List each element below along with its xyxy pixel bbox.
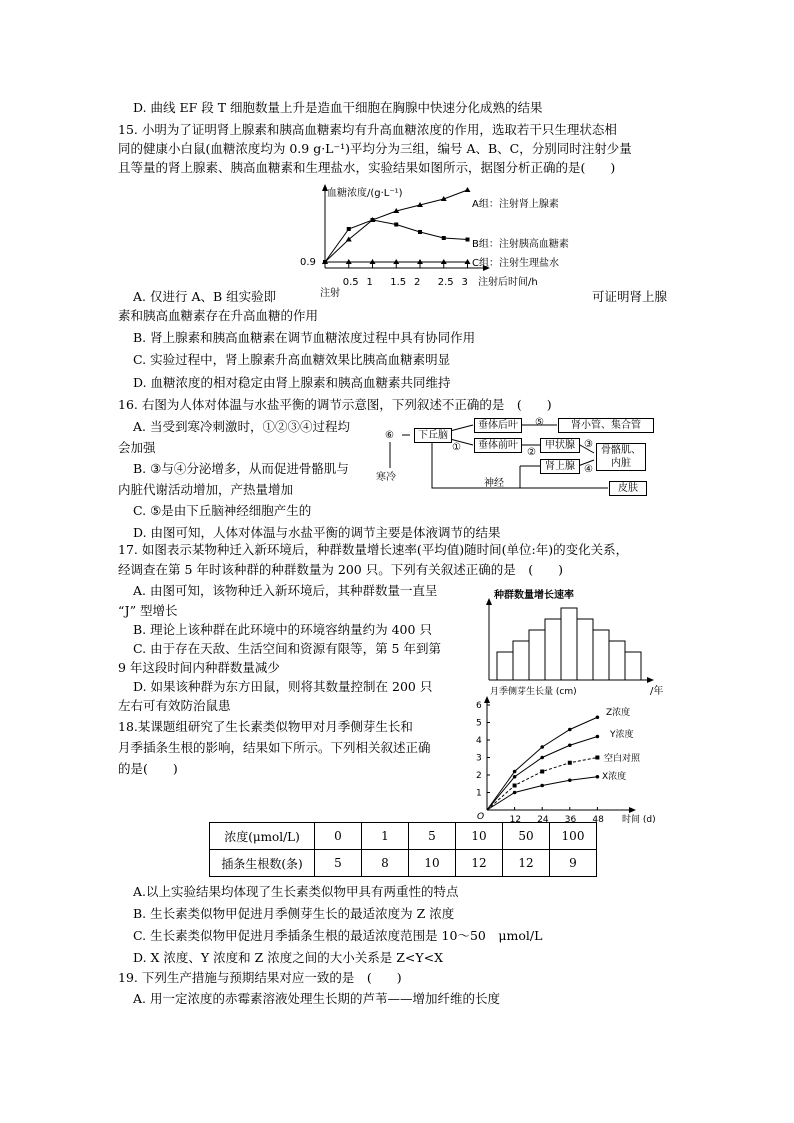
data-point bbox=[595, 756, 599, 760]
x-tick-label: 48 bbox=[592, 815, 604, 825]
y-tick-label: 0.9 bbox=[300, 257, 316, 268]
x-tick-label: 2 bbox=[414, 277, 421, 288]
table-cell: 5 bbox=[315, 850, 362, 877]
q16-option-b-2: 内脏代谢活动增加，产热量增加 bbox=[118, 482, 294, 497]
q14-option-d: D. 曲线 EF 段 T 细胞数量上升是造血干细胞在胸腺中快速分化成熟的结果 bbox=[133, 100, 543, 115]
table-header: 浓度(μmol/L) bbox=[210, 823, 315, 850]
q17-option-c: C. 由于存在天敌、生活空间和资源有限等，第 5 年到第 bbox=[133, 641, 441, 656]
data-point bbox=[568, 778, 572, 782]
x-tick-label: 1.5 bbox=[390, 277, 407, 288]
q16-option-c: C. ⑤是由下丘脑神经细胞产生的 bbox=[133, 503, 312, 518]
y-tick-label: 1 bbox=[476, 788, 482, 799]
label-6: ⑥ bbox=[385, 430, 394, 441]
origin-label: O bbox=[477, 812, 485, 822]
nerve-label: 神经 bbox=[484, 478, 504, 489]
q18-stem: 18.某课题组研究了生长素类似物甲对月季侧芽生长和 bbox=[118, 719, 413, 734]
q15-option-d: D. 血糖浓度的相对稳定由肾上腺素和胰高血糖素共同维持 bbox=[133, 375, 451, 390]
pituitary-posterior-box: 垂体后叶 bbox=[474, 418, 522, 433]
y-tick-label: 2 bbox=[476, 771, 482, 781]
legend-a: A组：注射肾上腺素 bbox=[472, 199, 559, 210]
x-unit: /年 bbox=[650, 686, 664, 697]
table-cell: 9 bbox=[550, 850, 597, 877]
y-axis-label: 血糖浓度/(g·L⁻¹) bbox=[327, 188, 403, 199]
x-tick-label: 0.5 bbox=[342, 277, 359, 288]
q17-option-c-2: 9 年这段时间内种群数量减少 bbox=[118, 660, 280, 675]
q15-option-a-tail: 可证明肾上腺 bbox=[592, 289, 668, 304]
data-point bbox=[540, 770, 544, 774]
table-cell: 50 bbox=[503, 823, 550, 850]
q15-option-a: A. 仅进行 A、B 组实验即 bbox=[133, 289, 277, 304]
table-row bbox=[210, 850, 597, 877]
q18-option-c: C. 生长素类似物甲促进月季插条生根的最适浓度范围是 10～50 μmol/L bbox=[133, 928, 543, 943]
label-3: ③ bbox=[584, 439, 593, 450]
data-point bbox=[513, 784, 517, 788]
skin-box: 皮肤 bbox=[609, 481, 647, 496]
x-tick-label: 24 bbox=[537, 815, 549, 825]
data-point bbox=[513, 770, 517, 774]
data-point bbox=[596, 735, 600, 739]
label-1: ① bbox=[452, 442, 461, 453]
table-cell: 0 bbox=[315, 823, 362, 850]
q18-option-d: D. X 浓度、Y 浓度和 Z 浓度之间的大小关系是 Z<Y<X bbox=[133, 950, 444, 965]
q18-stem-2: 月季插条生根的影响，结果如下所示。下列相关叙述正确 bbox=[118, 740, 431, 755]
y-tick-label: 3 bbox=[476, 753, 482, 764]
data-point bbox=[540, 745, 544, 749]
table-cell: 10 bbox=[456, 823, 503, 850]
q15-stem-3: 且等量的肾上腺素、胰高血糖素和生理盐水，实验结果如图所示，据图分析正确的是( ) bbox=[118, 160, 616, 175]
series-line bbox=[487, 777, 597, 810]
q15-stem: 15. 小明为了证明肾上腺素和胰高血糖素均有升高血糖浓度的作用，选取若干只生理状态相 bbox=[118, 122, 617, 137]
table-cell: 12 bbox=[456, 850, 503, 877]
kidney-tubule-box: 肾小管、集合管 bbox=[558, 418, 654, 433]
x-tick-label: 36 bbox=[564, 815, 577, 825]
table-cell: 100 bbox=[550, 823, 597, 850]
y-axis-label: 月季侧芽生长量 (cm) bbox=[490, 687, 577, 697]
x-tick-label: 2.5 bbox=[437, 277, 454, 288]
blank-label: 空白对照 bbox=[604, 754, 641, 764]
q19-option-a: A. 用一定浓度的赤霉素溶液处理生长期的芦苇——增加纤维的长度 bbox=[133, 991, 500, 1006]
q17-option-b: B. 理论上该种群在此环境中的环境容纳量约为 400 只 bbox=[133, 622, 432, 637]
data-point bbox=[568, 728, 572, 732]
x-label: X浓度 bbox=[602, 772, 627, 782]
data-point bbox=[596, 775, 600, 779]
inject-label: 注射 bbox=[320, 288, 340, 299]
cold-label: 寒冷 bbox=[376, 472, 396, 483]
adrenal-box: 肾上腺 bbox=[540, 459, 580, 474]
q18-option-b: B. 生长素类似物甲促进月季侧芽生长的最适浓度为 Z 浓度 bbox=[133, 906, 455, 921]
data-point bbox=[513, 775, 517, 779]
table-cell: 8 bbox=[362, 850, 409, 877]
q17-stem: 17. 如图表示某物种迁入新环境后，种群数量增长速率(平均值)随时间(单位:年)的变化关系， bbox=[118, 542, 629, 557]
thyroid-box: 甲状腺 bbox=[540, 438, 580, 453]
data-point bbox=[513, 791, 517, 795]
q18-option-a: A.以上实验结果均体现了生长素类似物甲具有两重性的特点 bbox=[133, 884, 459, 899]
q16-stem: 16. 右图为人体对体温与水盐平衡的调节示意图，下列叙述不正确的是 ( ) bbox=[118, 397, 552, 412]
table-cell: 12 bbox=[503, 850, 550, 877]
q17-option-a: A. 由图可知，该物种迁入新环境后，其种群数量一直呈 bbox=[133, 583, 438, 598]
q15-stem-2: 同的健康小白鼠(血糖浓度均为 0.9 g·L⁻¹)平均分为三组，编号 A、B、C，分别同时注射少量 bbox=[118, 141, 632, 156]
data-point bbox=[596, 715, 600, 719]
muscle-organ-box: 骨骼肌、内脏 bbox=[596, 443, 646, 471]
y-tick-label: 6 bbox=[476, 701, 482, 711]
table-cell: 1 bbox=[362, 823, 409, 850]
q16-option-a-2: 会加强 bbox=[118, 440, 156, 455]
hypothalamus-box: 下丘脑 bbox=[414, 428, 452, 443]
q15-option-b: B. 肾上腺素和胰高血糖素在调节血糖浓度过程中具有协同作用 bbox=[133, 330, 476, 345]
q17-option-a-2: “J” 型增长 bbox=[118, 603, 178, 618]
rooting-table bbox=[209, 822, 597, 877]
q16-option-d: D. 由图可知，人体对体温与水盐平衡的调节主要是体液调节的结果 bbox=[133, 525, 501, 540]
q17-stem-2: 经调查在第 5 年时该种群的种群数量为 200 只。下列有关叙述正确的是 ( ) bbox=[118, 562, 563, 577]
q17-option-d-2: 左右可有效防治鼠患 bbox=[118, 698, 231, 713]
z-label: Z浓度 bbox=[606, 708, 631, 718]
q18-stem-3: 的是( ) bbox=[118, 761, 178, 776]
data-point bbox=[540, 756, 544, 760]
y-tick-label: 5 bbox=[476, 718, 482, 729]
data-point bbox=[540, 784, 544, 788]
x-axis-label: 时间 (d) bbox=[622, 815, 656, 825]
table-cell: 10 bbox=[409, 850, 456, 877]
q16-option-b: B. ③与④分泌增多，从而促进骨骼肌与 bbox=[133, 461, 349, 476]
q15-option-c: C. 实验过程中，肾上腺素升高血糖效果比胰高血糖素明显 bbox=[133, 352, 451, 367]
x-axis-arrow bbox=[629, 807, 636, 813]
x-tick-label: 3 bbox=[461, 277, 468, 288]
y-tick-label: 4 bbox=[476, 736, 482, 746]
table-row bbox=[210, 823, 597, 850]
table-header: 插条生根数(条) bbox=[210, 850, 315, 877]
legend-c: C组：注射生理盐水 bbox=[472, 258, 559, 269]
chart-title: 种群数量增长速率 bbox=[494, 590, 574, 601]
x-tick-label: 1 bbox=[366, 277, 373, 288]
q19-stem: 19. 下列生产措施与预期结果对应一致的是 ( ) bbox=[118, 970, 402, 985]
data-point bbox=[568, 743, 572, 747]
x-axis-label: 注射后时间/h bbox=[478, 277, 538, 288]
y-label: Y浓度 bbox=[610, 730, 634, 740]
label-5: ⑤ bbox=[535, 417, 544, 428]
series-line bbox=[487, 717, 597, 810]
label-2: ② bbox=[527, 447, 536, 458]
q16-option-a: A. 当受到寒冷刺激时，①②③④过程均 bbox=[133, 419, 350, 434]
label-4: ④ bbox=[584, 464, 593, 475]
q15-option-a-2: 素和胰高血糖素存在升高血糖的作用 bbox=[118, 308, 319, 323]
x-tick-label: 12 bbox=[509, 815, 522, 825]
pituitary-anterior-box: 垂体前叶 bbox=[474, 438, 522, 453]
q17-option-d: D. 如果该种群为东方田鼠，则将其数量控制在 200 只 bbox=[133, 679, 433, 694]
y-axis-arrow bbox=[484, 696, 490, 703]
legend-b: B组：注射胰高血糖素 bbox=[472, 239, 569, 250]
table-cell: 5 bbox=[409, 823, 456, 850]
data-point bbox=[568, 761, 572, 765]
